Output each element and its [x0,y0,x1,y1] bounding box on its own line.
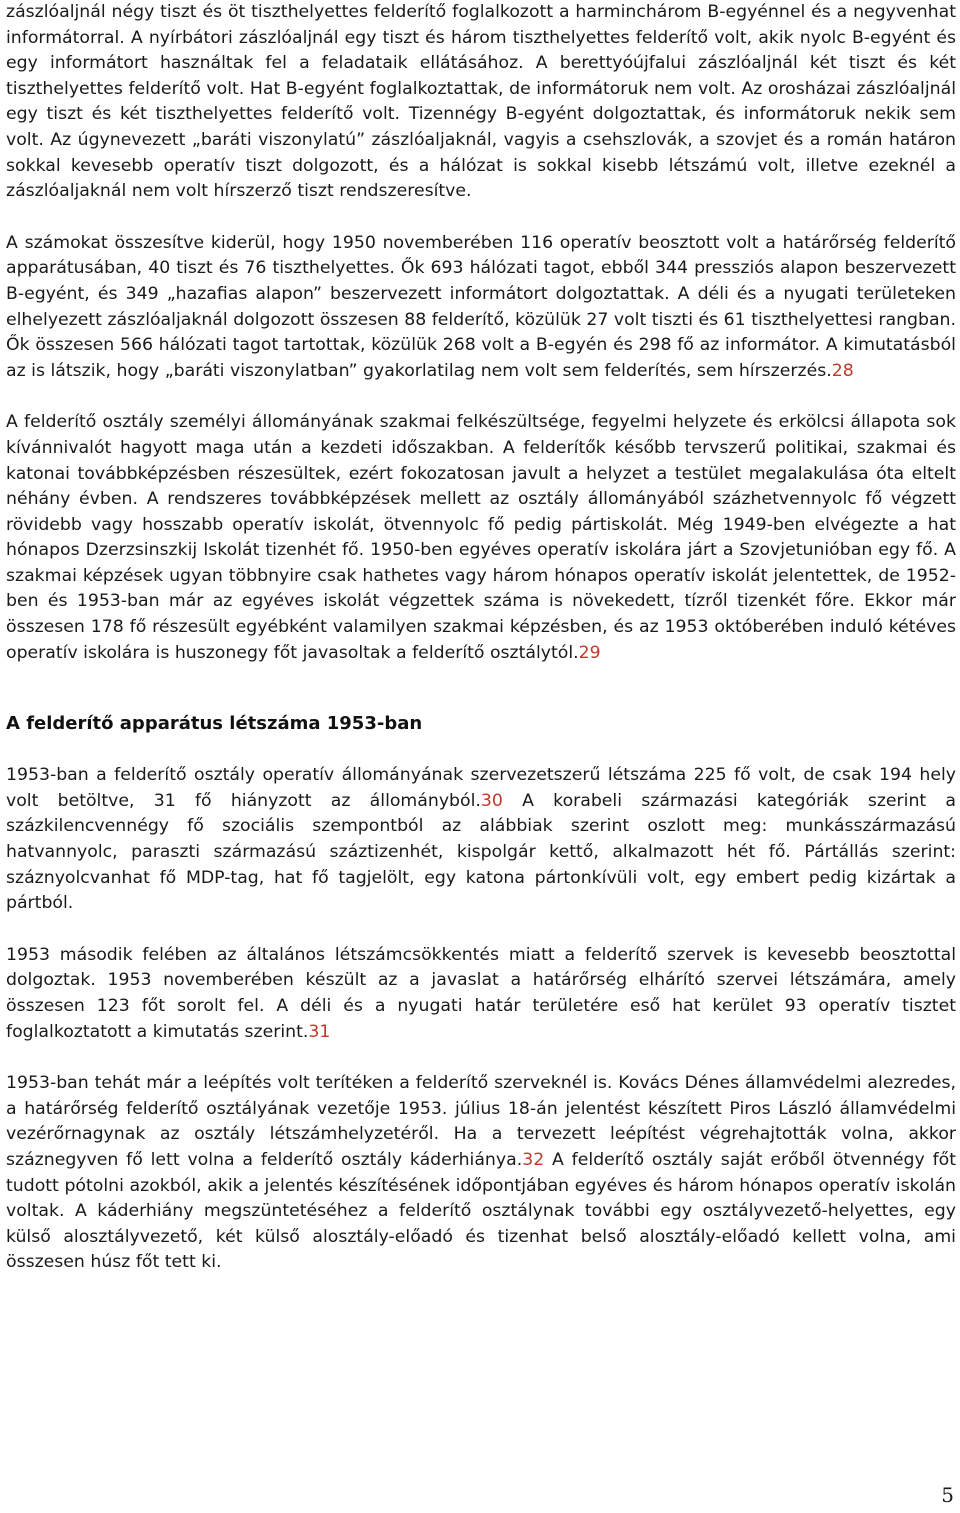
footnote-link-29[interactable]: 29 [578,642,601,663]
paragraph-spacer [6,917,956,943]
section-heading: A felderítő apparátus létszáma 1953-ban [6,713,423,735]
paragraph-5 [6,943,956,1045]
paragraph-1-text: zászlóaljnál négy tiszt és öt tiszthelyettes felderítő foglalkozott a harminchárom B-egyénnel és a negyvenhat informátorral. A nyírbátori zászlóaljnál egy tiszt és három tiszthelyettes felderítő volt, akik nyolc B-egyént és egy informátort használtak fel a feladataik ellátásához. A berettyóújfalui zászlóaljnál két tiszt és két tiszthelyettes felderítő volt. Hat B-egyént foglalkoztattak, de informátoruk nem volt. Az orosházai zászlóaljnál egy tiszt és két tiszthelyettes felderítő volt. Tizennégy B-egyént dolgoztattak, és informátoruk nekik sem volt. Az úgynevezett „baráti viszonylatú” zászlóaljaknál, vagyis a csehszlovák, a szovjet és a román határon sokkal kevesebb operatív tiszt dolgozott, és a hálózat is sokkal kisebb létszámú volt, illetve ezeknél a zászlóaljaknál nem volt hírszerző tiszt rendszeresítve. [6,2,956,202]
paragraph-6 [6,1071,956,1276]
paragraph-1 [6,0,956,205]
paragraph-6-text: 1953-ban tehát már a leépítés volt terítéken a felderítő szerveknél is. Kovács Dénes államvédelmi alezredes, a határőrség felderítő osztályának vezetője 1953. július 18-án jelentést készített Piros László államvédelmi vezérőrnagynak az osztály létszámhelyzetéről. Ha a tervezett leépítést végrehajtották volna, akkor száznegyven fő lett volna a felderítő osztály káderhiánya. [6,1073,956,1170]
paragraph-spacer [6,384,956,410]
footnote-link-32[interactable]: 32 [522,1149,545,1170]
footnote-link-28[interactable]: 28 [831,360,854,381]
section-spacer [6,666,956,711]
paragraph-3 [6,410,956,666]
paragraph-spacer [6,1045,956,1071]
paragraph-3-text: A felderítő osztály személyi állományának szakmai felkészültsége, fegyelmi helyzete és erkölcsi állapota sok kívánnivalót hagyott maga után a kezdeti időszakban. A felderítők később tervszerű politikai, szakmai és katonai továbbképzésben részesültek, ezért fokozatosan javult a helyzet a testület megalakulása óta eltelt néhány évben. A rendszeres továbbképzések mellett az osztály állományából százhetvennyolc fő végzett rövidebb vagy hosszabb operatív iskolát, ötvennyolc fő pedig pártiskolát. Még 1949-ben elvégezte a hat hónapos Dzerzsinszkij Iskolát tizenhét fő. 1950-ben egyéves operatív iskolára járt a Szovjetunióban egy fő. A szakmai képzések ugyan többnyire csak hathetes vagy három hónapos operatív iskolát jelentettek, de 1952-ben és 1953-ban már az egyéves iskolát végzettek száma is növekedett, tízről tizenkét főre. Ekkor már összesen 178 fő részesült egyébként valamilyen szakmai képzésben, és az 1953 októberében induló kétéves operatív iskolára is huszonegy főt javasoltak a felderítő osztálytól. [6,412,956,663]
paragraph-4-text: 1953-ban a felderítő osztály operatív állományának szervezetszerű létszáma 225 fő volt, de csak 194 hely volt betöltve, 31 fő hiányzott az állományból. [6,765,956,811]
paragraph-4-continuation: A korabeli származási kategóriák szerint a százkilencvennégy fő szociális szempontból az alábbiak szerint oszlott meg: munkásszármazású hatvannyolc, paraszti származású száztizenhét, kispolgár kettő, alkalmazott hét fő. Pártállás szerint: száznyolcvanhat fő MDP-tag, hat fő tagjelölt, egy katona pártonkívüli volt, egy embert pedig kizártak a pártból. [6,790,956,914]
paragraph-5-text: 1953 második felében az általános létszámcsökkentés miatt a felderítő szervek is kevesebb beosztottal dolgoztak. 1953 novemberében készült az a javaslat a határőrség elhárító szervei létszámára, amely összesen 123 főt sorolt fel. A déli és a nyugati határ területére eső hat kerület 93 operatív tisztet foglalkoztatott a kimutatás szerint. [6,944,956,1042]
paragraph-2-text: A számokat összesítve kiderül, hogy 1950 novemberében 116 operatív beosztott volt a határőrség felderítő apparátusában, 40 tiszt és 76 tiszthelyettes. Ők 693 hálózati tagot, ebből 344 pressziós alapon beszervezett B-egyént, és 349 „hazafias alapon” beszervezett informátort dolgoztattak. A déli és a nyugati területeken elhelyezett zászlóaljaknál dolgozott összesen 88 felderítő, közülük 27 volt tiszti és 61 tiszthelyettesi rangban. Ők összesen 566 hálózati tagot tartottak, közülük 268 volt a B-egyén és 298 fő az informátor. A kimutatásból az is látszik, hogy „baráti viszonylatban” gyakorlatilag nem volt sem felderítés, sem hírszerzés. [6,232,956,381]
page-number: 5 [941,1483,954,1507]
paragraph-4 [6,763,956,917]
document-page [6,0,956,1276]
paragraph-6-continuation: A felderítő osztály saját erőből ötvennégy főt tudott pótolni azokból, akik a jelentés készítésének időpontjában egyéves és három hónapos operatív iskolán voltak. A káderhiány megszüntetéséhez a felderítő osztálynak további egy osztályvezető-helyettes, egy külső alosztályvezető, két külső alosztály-előadó és tizenhat belső alosztály-előadó kellett volna, ami összesen húsz főt tett ki. [6,1149,957,1273]
paragraph-spacer [6,205,956,231]
footnote-link-30[interactable]: 30 [480,790,503,811]
paragraph-2 [6,231,956,385]
paragraph-spacer [6,737,956,763]
footnote-link-31[interactable]: 31 [308,1021,331,1042]
